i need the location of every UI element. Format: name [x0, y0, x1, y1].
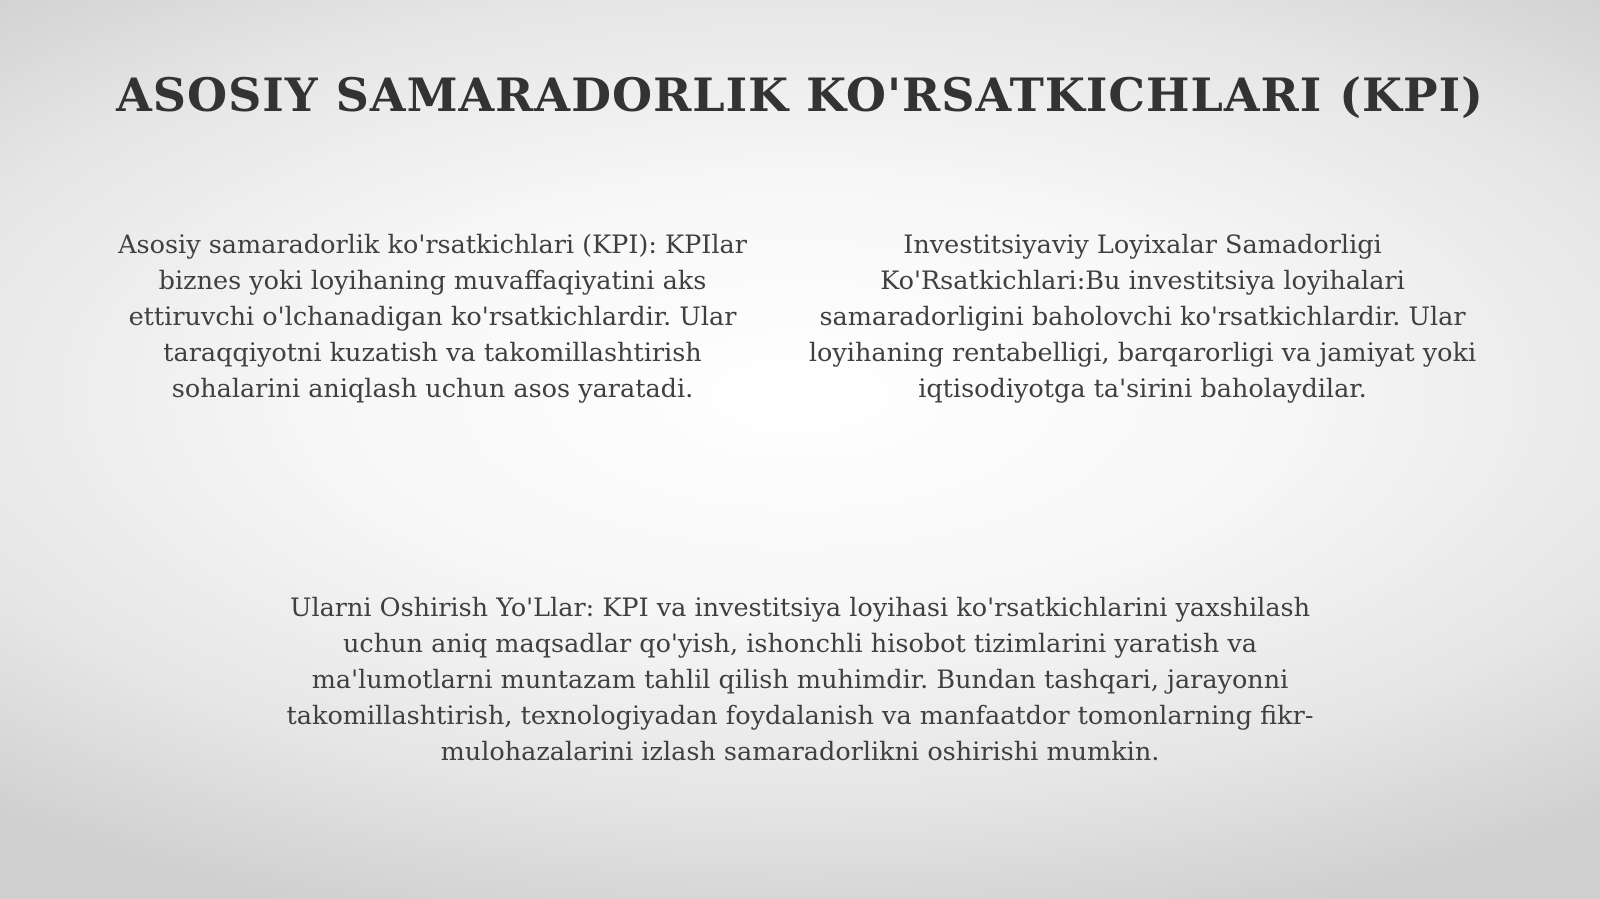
kpi-definition-text: Asosiy samaradorlik ko'rsatkichlari (KPI): KPIlar biznes yoki loyihaning muvaffaqiyatini aks ettiruvchi o'lchanadigan ko'rsatkichlardir. Ular taraqqiyotni kuzatish va takomillashtirish sohalarini aniqlash uchun asos yaratadi.	[118, 230, 747, 404]
investment-indicators-text: Investitsiyaviy Loyixalar Samadorligi Ko'Rsatkichlari:Bu investitsiya loyihalari samaradorligini baholovchi ko'rsatkichlardir. Ular loyihaning rentabelligi, barqarorligi va jamiyat yoki iqtisodiyotga ta'sirini baholaydilar.	[808, 230, 1477, 404]
improvement-ways-text: Ularni Oshirish Yo'Llar: KPI va investitsiya loyihasi ko'rsatkichlarini yaxshilash uchun aniq maqsadlar qo'yish, ishonchli hisobot tizimlarini yaratish va ma'lumotlarni muntazam tahlil qilish muhimdir. Bundan tashqari, jarayonni takomillashtirish, texnologiyadan foydalanish va manfaatdor tomonlarning fikr-mulohazalarini izlash samaradorlikni oshirishi mumkin.	[286, 593, 1314, 767]
slide-title: ASOSIY SAMARADORLIK KO'RSATKICHLARI (KPI)	[116, 68, 1484, 122]
